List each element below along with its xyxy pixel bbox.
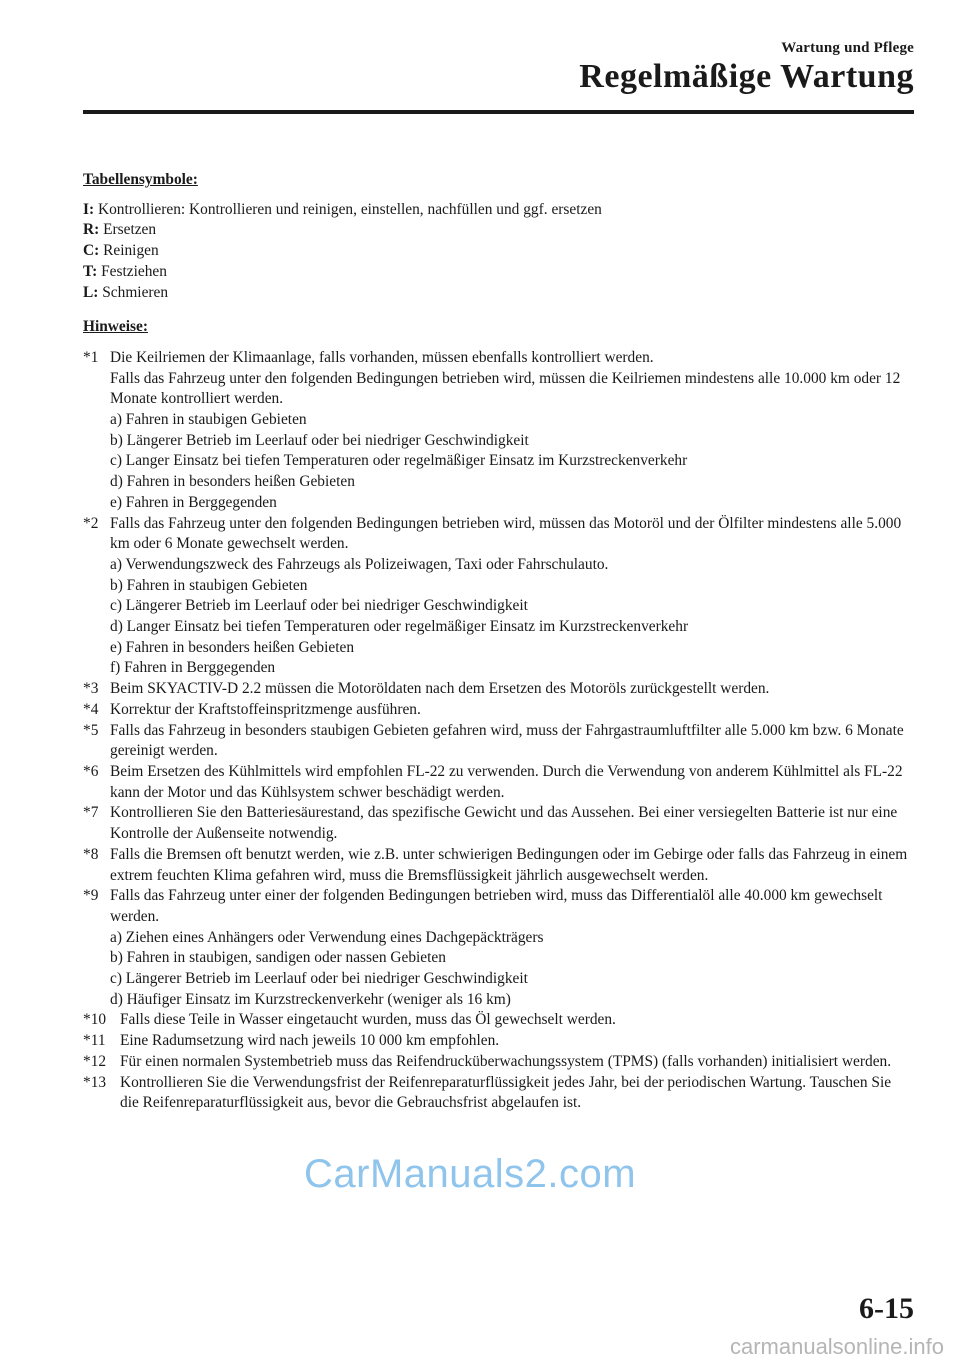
note-item (83, 1073, 913, 1114)
note-item (83, 845, 913, 886)
note-item (83, 721, 913, 762)
note-item (83, 803, 913, 844)
note-line: a) Fahren in staubigen Gebieten (110, 411, 307, 429)
note-body (110, 845, 913, 886)
note-text: Für einen normalen Systembetrieb muss das Reifendrucküberwachungssystem (TPMS) (falls vorhanden) initialisiert werden. (120, 1052, 892, 1070)
legend-symbol: R: (83, 221, 100, 239)
note-line: Falls das Fahrzeug unter den folgenden Bedingungen betrieben wird, müssen die Keilriemen mindestens alle 10.000 km oder 12 Monate kontrolliert werden. (110, 369, 901, 408)
section-title: Wartung und Pflege (781, 40, 914, 56)
note-body (110, 679, 913, 700)
note-number: *6 (83, 762, 99, 780)
note-text: Falls das Fahrzeug unter einer der folgenden Bedingungen betrieben wird, muss das Differentialöl alle 40.000 km gewechselt werden. (110, 887, 883, 925)
note-body (110, 348, 913, 514)
note-number: *8 (83, 845, 99, 863)
note-line: d) Häufiger Einsatz im Kurzstreckenverkehr (weniger als 16 km) (110, 990, 511, 1008)
legend-item (83, 262, 913, 283)
note-number: *4 (83, 700, 99, 718)
note-line: b) Längerer Betrieb im Leerlauf oder bei niedriger Geschwindigkeit (110, 431, 529, 449)
note-number: *12 (83, 1052, 107, 1070)
note-text: Beim SKYACTIV-D 2.2 müssen die Motoröldaten nach dem Ersetzen des Motoröls zurückgestellt werden. (110, 680, 770, 698)
note-item (83, 348, 913, 514)
watermark: CarManuals2.com (304, 1152, 637, 1196)
note-text: Eine Radumsetzung wird nach jeweils 10 000 km empfohlen. (120, 1032, 500, 1050)
note-body (110, 700, 913, 721)
note-line: c) Längerer Betrieb im Leerlauf oder bei niedriger Geschwindigkeit (110, 970, 528, 988)
note-body (120, 1010, 913, 1031)
note-text: Falls diese Teile in Wasser eingetaucht wurden, muss das Öl gewechselt werden. (120, 1011, 616, 1029)
notes-list (83, 348, 913, 1114)
note-line: e) Fahren in besonders heißen Gebieten (110, 638, 355, 656)
legend-symbol: T: (83, 262, 98, 280)
note-number: *5 (83, 721, 99, 739)
note-item (83, 1010, 913, 1031)
legend-item (83, 200, 913, 221)
note-text: Falls das Fahrzeug in besonders staubigen Gebieten gefahren wird, muss der Fahrgastraumluftfilter alle 5.000 km bzw. 6 Monate gereinigt werden. (110, 721, 904, 760)
note-number: *1 (83, 348, 99, 366)
note-text: Falls die Bremsen oft benutzt werden, wie z.B. unter schwierigen Bedingungen oder im Gebirge oder falls das Fahrzeug in einem extrem feuchten Klima gefahren wird, muss die Bremsflüssigkeit jährlich ausgewechselt werden. (110, 845, 908, 884)
note-item (83, 700, 913, 721)
note-text: Kontrollieren Sie die Verwendungsfrist der Reifenreparaturflüssigkeit jedes Jahr, bei der periodischen Wartung. Tauschen Sie die Reifenreparaturflüssigkeit aus, bevor die Gebrauchsfrist abgelaufen ist. (120, 1073, 892, 1112)
note-number: *9 (83, 887, 99, 905)
note-line: c) Langer Einsatz bei tiefen Temperaturen oder regelmäßiger Einsatz im Kurzstreckenverkehr (110, 452, 688, 470)
legend-item (83, 283, 913, 304)
note-body (110, 762, 913, 803)
note-line: b) Fahren in staubigen Gebieten (110, 576, 308, 594)
note-body (110, 886, 913, 1010)
note-body (120, 1052, 913, 1073)
legend-text: Schmieren (98, 283, 169, 301)
legend-symbol: L: (83, 283, 99, 301)
note-text: Beim Ersetzen des Kühlmittels wird empfohlen FL-22 zu verwenden. Durch die Verwendung von anderem Kühlmittel als FL-22 kann der Motor und das Kühlsystem schwer beschädigt werden. (110, 762, 903, 801)
legend-text: Festziehen (97, 262, 167, 280)
legend-item (83, 220, 913, 241)
note-item (83, 762, 913, 803)
note-line: a) Verwendungszweck des Fahrzeugs als Polizeiwagen, Taxi oder Fahrschulauto. (110, 555, 609, 573)
note-number: *13 (83, 1073, 107, 1091)
footer-url: carmanualsonline.info (729, 1334, 944, 1359)
note-line: d) Langer Einsatz bei tiefen Temperaturen oder regelmäßiger Einsatz im Kurzstreckenverkehr (110, 618, 689, 636)
note-text: Falls das Fahrzeug unter den folgenden Bedingungen betrieben wird, müssen das Motoröl und der Ölfilter mindestens alle 5.000 km oder 6 Monate gewechselt werden. (110, 514, 902, 553)
note-item (83, 886, 913, 1010)
note-line: f) Fahren in Berggegenden (110, 659, 276, 677)
page-number: 6-15 (859, 1292, 914, 1325)
chapter-title: Regelmäßige Wartung (579, 58, 914, 95)
legend-heading: Tabellensymbole: (83, 171, 198, 188)
note-body (120, 1031, 913, 1052)
note-number: *11 (83, 1032, 106, 1050)
note-body (120, 1073, 913, 1114)
note-body (110, 514, 913, 680)
note-number: *2 (83, 514, 99, 532)
page-header (579, 40, 914, 97)
note-body (110, 721, 913, 762)
note-number: *3 (83, 680, 99, 698)
note-text: Kontrollieren Sie den Batteriesäurestand, das spezifische Gewicht und das Aussehen. Bei einer versiegelten Batterie ist nur eine Kontrolle der Außenseite notwendig. (110, 804, 898, 843)
note-number: *7 (83, 804, 99, 822)
note-line: b) Fahren in staubigen, sandigen oder nassen Gebieten (110, 949, 446, 967)
note-item (83, 679, 913, 700)
legend-symbol: C: (83, 242, 100, 260)
note-item (83, 1052, 913, 1073)
legend-item (83, 241, 913, 262)
note-item (83, 1031, 913, 1052)
header-rule (83, 110, 914, 114)
page-content (83, 170, 913, 1114)
note-text: Die Keilriemen der Klimaanlage, falls vorhanden, müssen ebenfalls kontrolliert werden. (110, 348, 654, 366)
legend-text: Ersetzen (99, 221, 157, 239)
note-number: *10 (83, 1011, 107, 1029)
notes-heading: Hinweise: (83, 318, 148, 336)
note-line: a) Ziehen eines Anhängers oder Verwendung eines Dachgepäckträgers (110, 928, 544, 946)
legend-text: Kontrollieren: Kontrollieren und reinigen, einstellen, nachfüllen und ggf. ersetzen (94, 200, 602, 218)
note-line: e) Fahren in Berggegenden (110, 493, 277, 511)
legend-list (83, 200, 913, 304)
note-body (110, 803, 913, 844)
legend-text: Reinigen (99, 242, 159, 260)
note-item (83, 514, 913, 680)
note-text: Korrektur der Kraftstoffeinspritzmenge ausführen. (110, 700, 421, 718)
note-line: d) Fahren in besonders heißen Gebieten (110, 473, 355, 491)
note-line: c) Längerer Betrieb im Leerlauf oder bei niedriger Geschwindigkeit (110, 597, 528, 615)
legend-symbol: I: (83, 200, 95, 218)
